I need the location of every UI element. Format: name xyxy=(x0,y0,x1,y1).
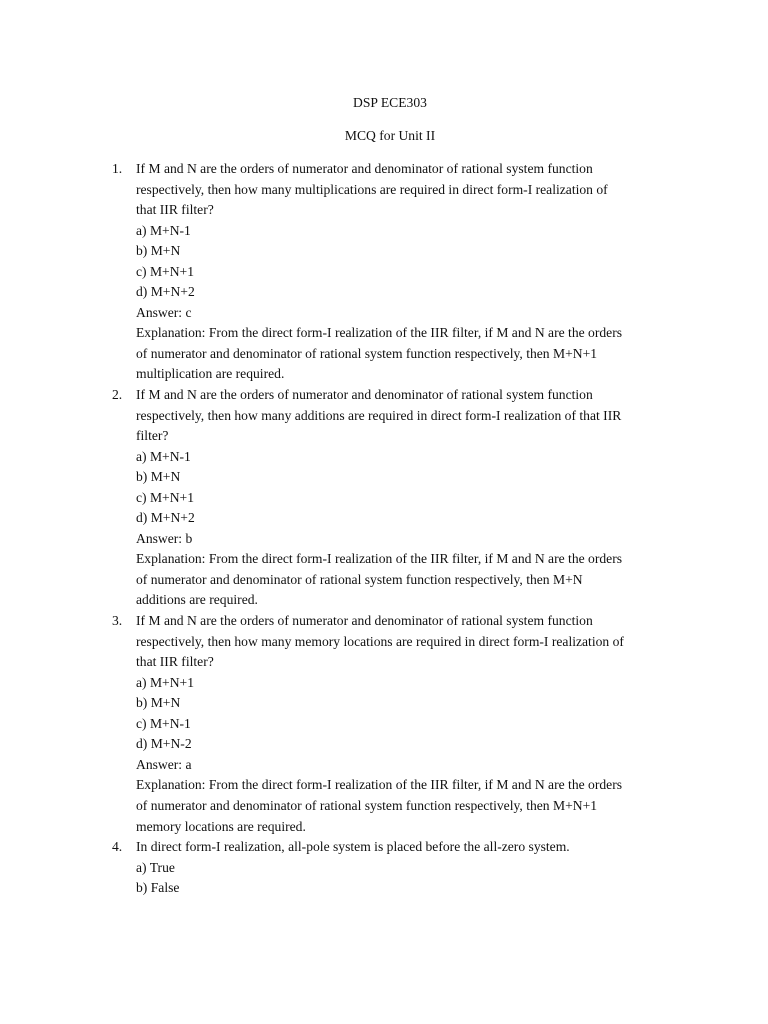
answer-key: Answer: b xyxy=(136,530,193,546)
question-text-line: filter? xyxy=(136,428,169,444)
question-number: 2. xyxy=(112,387,123,403)
explanation-line: Explanation: From the direct form-I realization of the IIR filter, if M and N are the orders xyxy=(136,325,623,341)
question-number: 1. xyxy=(112,161,123,176)
question-number: 4. xyxy=(112,839,123,855)
question-text xyxy=(136,611,676,673)
answer-option: d) M+N-2 xyxy=(136,736,192,752)
question-item xyxy=(0,611,676,837)
question-text-line: that IIR filter? xyxy=(136,654,214,670)
answer-option: b) False xyxy=(136,880,180,896)
question-item xyxy=(0,159,676,385)
explanation-line: memory locations are required. xyxy=(136,818,306,834)
explanation-line: of numerator and denominator of rational system function respectively, then M+N+1 xyxy=(136,797,598,813)
answer-option: a) M+N-1 xyxy=(136,448,191,464)
question-text xyxy=(136,837,676,858)
answer-option: c) M+N+1 xyxy=(136,263,194,279)
question-text-line: respectively, then how many memory locations are required in direct form-I realization of xyxy=(136,633,624,649)
document-subtitle: MCQ for Unit II xyxy=(344,128,436,143)
question-text xyxy=(136,385,676,447)
answer-option: b) M+N xyxy=(136,243,181,259)
question-item xyxy=(0,837,676,899)
answer-option: d) M+N+2 xyxy=(136,510,195,526)
question-text-line: If M and N are the orders of numerator and denominator of rational system function xyxy=(136,613,593,629)
question-text-line: that IIR filter? xyxy=(136,202,214,218)
question-number: 3. xyxy=(112,613,123,629)
answer-option: d) M+N+2 xyxy=(136,284,195,300)
explanation-line: Explanation: From the direct form-I realization of the IIR filter, if M and N are the orders xyxy=(136,551,623,567)
answer-option: b) M+N xyxy=(136,695,181,711)
explanation-line: of numerator and denominator of rational system function respectively, then M+N xyxy=(136,571,583,587)
document-title: DSP ECE303 xyxy=(353,95,427,110)
answer-option: a) M+N-1 xyxy=(136,222,191,238)
question-text xyxy=(136,159,676,221)
answer-option: a) True xyxy=(136,859,175,875)
answer-option: a) M+N+1 xyxy=(136,674,194,690)
answer-option: c) M+N-1 xyxy=(136,715,191,731)
question-text-line: If M and N are the orders of numerator and denominator of rational system function xyxy=(136,161,593,176)
explanation xyxy=(136,549,676,611)
explanation-line: of numerator and denominator of rational system function respectively, then M+N+1 xyxy=(136,345,598,361)
answer-option: c) M+N+1 xyxy=(136,489,194,505)
question-list xyxy=(0,159,768,899)
question-text-line: If M and N are the orders of numerator and denominator of rational system function xyxy=(136,387,593,403)
explanation-line: additions are required. xyxy=(136,592,258,608)
question-text-line: In direct form-I realization, all-pole system is placed before the all-zero system. xyxy=(136,839,570,855)
explanation xyxy=(136,775,676,837)
answer-key: Answer: c xyxy=(136,304,192,320)
question-text-line: respectively, then how many additions are required in direct form-I realization of that IIR xyxy=(136,407,622,423)
question-text-line: respectively, then how many multiplications are required in direct form-I realization of xyxy=(136,181,608,197)
explanation xyxy=(136,323,676,385)
answer-option: b) M+N xyxy=(136,469,181,485)
question-item xyxy=(0,385,676,611)
answer-key: Answer: a xyxy=(136,756,192,772)
explanation-line: multiplication are required. xyxy=(136,366,285,382)
explanation-line: Explanation: From the direct form-I realization of the IIR filter, if M and N are the orders xyxy=(136,777,623,793)
